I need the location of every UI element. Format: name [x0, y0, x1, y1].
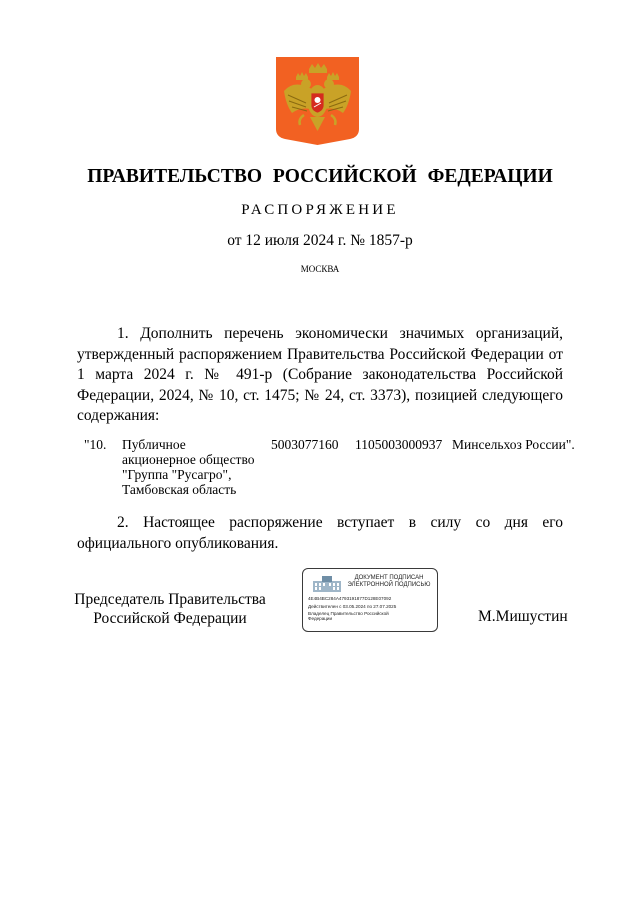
document-date-number: от 12 июля 2024 г. № 1857-р	[227, 232, 413, 249]
signatory-position	[70, 590, 270, 628]
organization-name-line: Публичное	[122, 437, 186, 452]
coat-of-arms-icon	[276, 57, 359, 145]
organization-name-line: Тамбовская область	[122, 482, 237, 497]
certificate-validity: Действителен с 03.05.2024 по 27.07.2025	[308, 604, 397, 609]
certificate-owner: Владелец Правительство Российской Федерации	[308, 611, 389, 621]
document-city: МОСКВА	[300, 264, 340, 274]
government-building-icon	[311, 575, 343, 593]
organization-ogrn: 1105003000937	[355, 437, 443, 452]
ministry: Минсельхоз России".	[452, 437, 575, 452]
signatory-name: М.Мишустин	[478, 608, 568, 625]
electronic-signature-stamp	[302, 568, 438, 632]
organization-inn: 5003077160	[271, 437, 339, 452]
paragraph-1: 1. Дополнить перечень экономически значимых организаций, утвержденный распоряжением Правительства Российской Федерации от 1 марта 2024 г. № 491-р (Собрание законодательства Российской Федерации, 2024, № 10, ст. 1475; № 24, ст. 3373), позицией следующего содержания:	[77, 325, 563, 424]
position-line: Председатель Правительства	[74, 591, 266, 608]
position-line: Российской Федерации	[93, 610, 247, 627]
stamp-title: ДОКУМЕНТ ПОДПИСАН ЭЛЕКТРОННОЙ ПОДПИСЬЮ	[347, 575, 431, 588]
paragraph-2: 2. Настоящее распоряжение вступает в силу со дня его официального опубликования.	[77, 514, 563, 552]
document-type: РАСПОРЯЖЕНИЕ	[241, 202, 399, 218]
certificate-number: 4E4B4BC284A4793191877D128E07092	[308, 596, 392, 601]
row-number: "10.	[84, 437, 107, 452]
organization-name-line: акционерное общество	[122, 452, 255, 467]
organization-name-line: "Группа "Русагро",	[122, 467, 232, 482]
organization-name	[122, 437, 262, 497]
government-title: ПРАВИТЕЛЬСТВО РОССИЙСКОЙ ФЕДЕРАЦИИ	[87, 166, 553, 187]
